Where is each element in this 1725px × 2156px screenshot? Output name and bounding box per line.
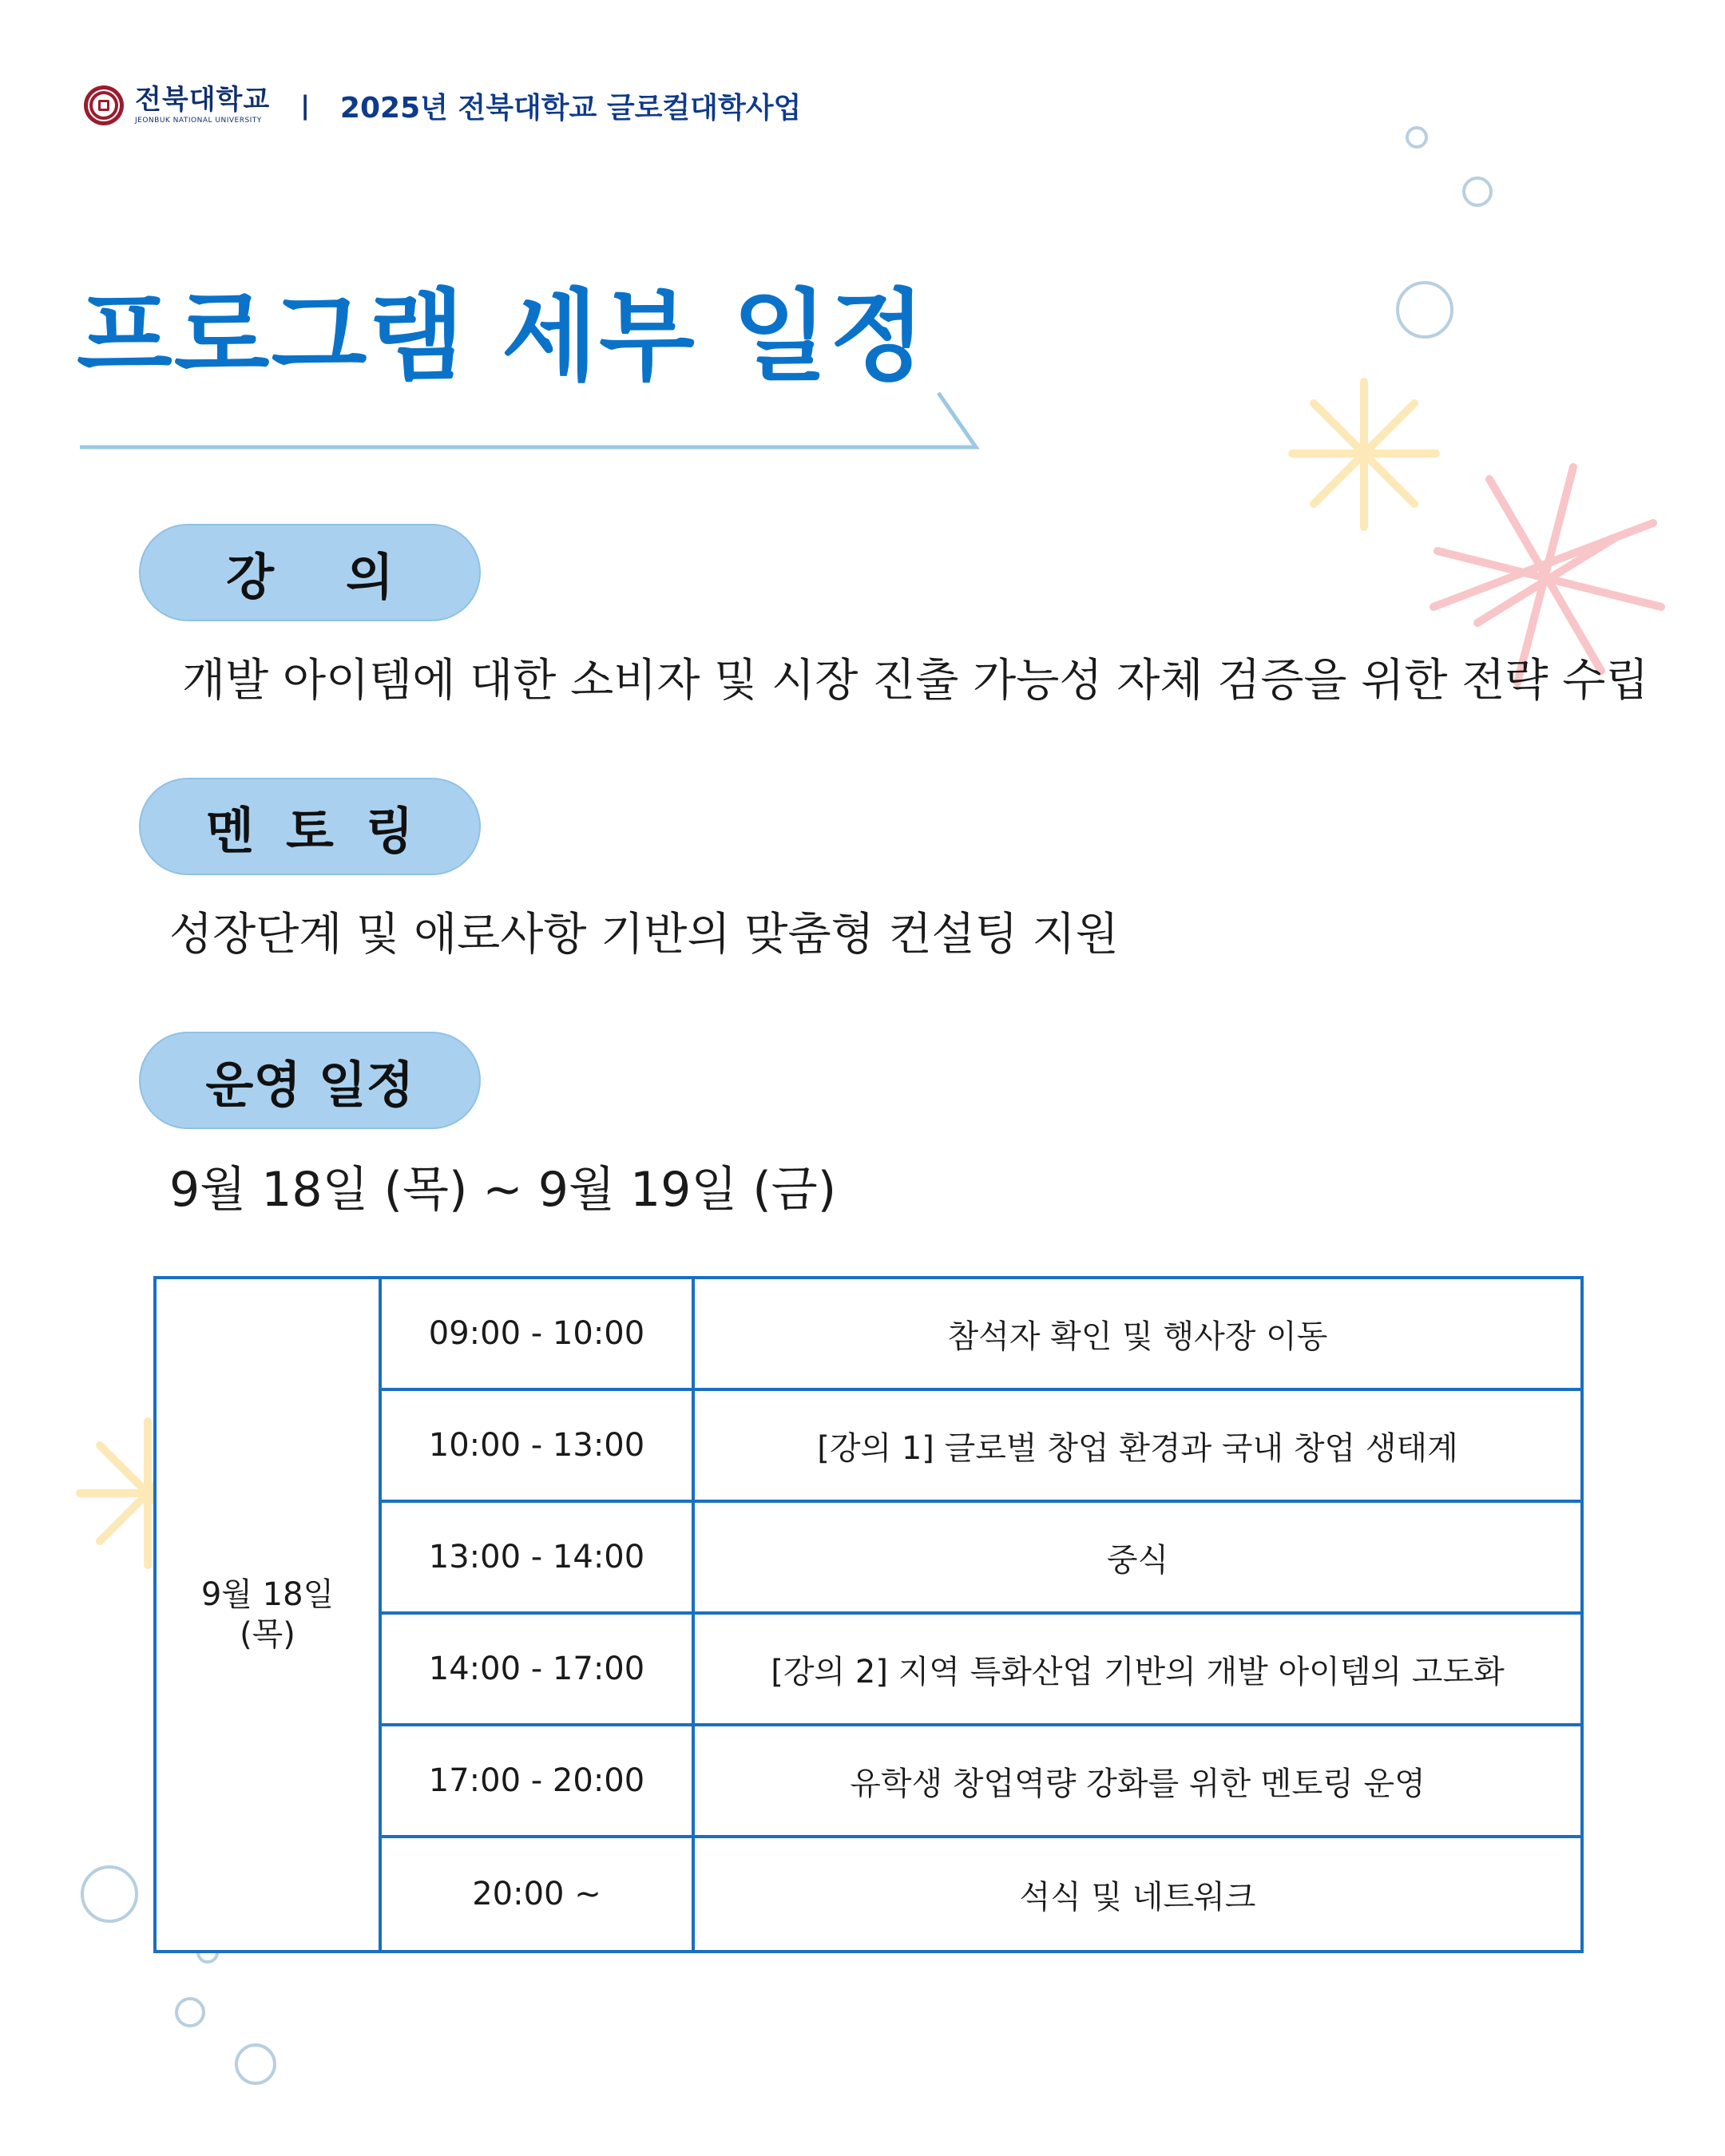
- title-underline: [80, 393, 976, 447]
- operation-dates: 9월 18일 (목) ~ 9월 19일 (금): [169, 1162, 837, 1218]
- time-cell: 17:00 - 20:00: [382, 1726, 695, 1838]
- project-title: 2025년 전북대학교 글로컬대학사업: [339, 91, 802, 125]
- schedule-table: [153, 1276, 1584, 1953]
- university-name: 전북대학교: [135, 84, 271, 116]
- university-name-en: JEONBUK NATIONAL UNIVERSITY: [135, 117, 262, 125]
- event-cell: 중식: [695, 1503, 1580, 1615]
- section-pill-mentoring: [139, 778, 481, 875]
- section-pill-operation: [139, 1032, 481, 1129]
- university-logo-text: [135, 86, 270, 125]
- time-cell: 10:00 - 13:00: [382, 1391, 695, 1503]
- bubble-circle: [1464, 178, 1491, 205]
- university-emblem-icon: [82, 84, 125, 127]
- schedule-date-cell: [157, 1279, 382, 1950]
- section-label-operation: 운영 일정: [205, 1055, 414, 1114]
- header: [82, 80, 801, 131]
- sparkle-star-icon: [1292, 382, 1436, 527]
- bubble-circle: [1398, 283, 1452, 337]
- time-cell: 09:00 - 10:00: [382, 1279, 695, 1391]
- bubble-circle: [236, 2045, 275, 2083]
- section-pill-lecture: [139, 524, 481, 621]
- time-cell: 14:00 - 17:00: [382, 1615, 695, 1726]
- bubble-circle: [82, 1867, 137, 1921]
- schedule-date: 9월 18일: [200, 1576, 335, 1613]
- event-cell: [강의 1] 글로벌 창업 환경과 국내 창업 생태계: [695, 1391, 1580, 1503]
- schedule-weekday: (목): [240, 1616, 295, 1653]
- time-cell: 20:00 ~: [382, 1838, 695, 1950]
- mentoring-description: 성장단계 및 애로사항 기반의 맞춤형 컨설팅 지원: [169, 909, 1119, 961]
- page-title: 프로그램 세부 일정: [77, 279, 927, 394]
- bubble-circle: [1407, 128, 1426, 147]
- section-label-mentoring: 멘토링: [206, 801, 446, 860]
- event-cell: [강의 2] 지역 특화산업 기반의 개발 아이템의 고도화: [695, 1615, 1580, 1726]
- lecture-description: 개발 아이템에 대한 소비자 및 시장 진출 가능성 자체 검증을 위한 전략 수립: [182, 655, 1649, 707]
- header-separator: |: [300, 90, 310, 121]
- time-cell: 13:00 - 14:00: [382, 1503, 695, 1615]
- bubble-circle: [176, 1999, 204, 2026]
- event-cell: 참석자 확인 및 행사장 이동: [695, 1279, 1580, 1391]
- event-cell: 석식 및 네트워크: [1019, 1878, 1256, 1916]
- section-label-lecture: 강의: [226, 547, 466, 606]
- event-cell: 유학생 창업역량 강화를 위한 멘토링 운영: [695, 1726, 1580, 1838]
